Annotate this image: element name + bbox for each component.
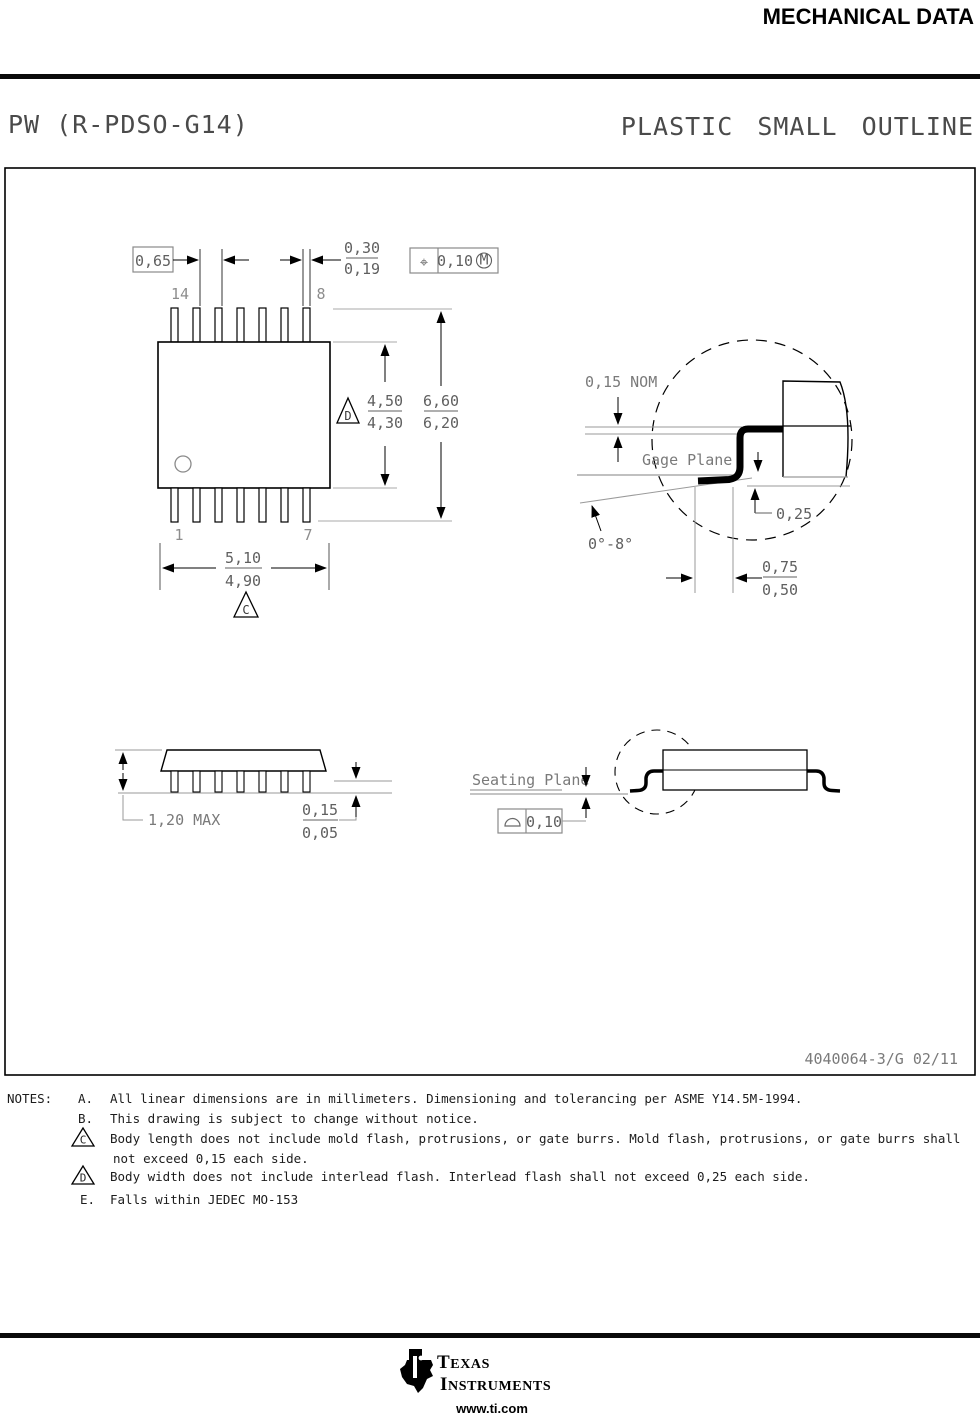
drawing-number: 4040064-3/G 02/11 [804, 1050, 958, 1068]
top-view [133, 239, 498, 617]
body-width-max: 5,10 [224, 549, 262, 567]
foot-length-max: 0,75 [761, 558, 799, 576]
notes-title: NOTES: [7, 1091, 53, 1106]
gage-plane-detail [577, 340, 852, 599]
note-flag-d [70, 1164, 96, 1186]
leader-line [123, 795, 143, 820]
note-e-text: Falls within JEDEC MO-153 [110, 1192, 299, 1207]
position-tolerance-frame [410, 248, 498, 273]
position-tolerance-value: 0,10 [436, 252, 474, 270]
pin [259, 488, 266, 522]
position-icon: ⌖ [419, 253, 429, 271]
top-pin-row [171, 308, 310, 342]
pitch-value: 0,65 [134, 252, 172, 270]
side-body [161, 750, 326, 771]
side-leads [171, 771, 310, 792]
lead [237, 771, 244, 792]
note-e-label: E. [80, 1192, 96, 1207]
height-max-label: 1,20 MAX [148, 811, 221, 829]
package-body [158, 342, 330, 488]
bottom-pin-row [171, 488, 310, 522]
pin [237, 308, 244, 342]
flag-letter: C [79, 1133, 87, 1147]
angle-leader-arrow [592, 506, 601, 531]
left-lead-profile [630, 771, 663, 791]
lead-width-max: 0,30 [343, 239, 381, 257]
right-lead-profile [807, 771, 840, 791]
flatness-icon [505, 819, 520, 826]
drawing-frame [5, 168, 975, 1075]
side-view [115, 750, 392, 842]
page-title: MECHANICAL DATA [762, 4, 974, 29]
ti-letter-mark [413, 1356, 417, 1378]
footer-rule [0, 1333, 980, 1338]
seating-plane-label: Seating Plane [472, 771, 590, 789]
flatness-tolerance-frame [498, 809, 562, 833]
ti-wordmark [437, 1352, 551, 1396]
lead-width-min: 0,19 [343, 260, 381, 278]
note-a-label: A. [78, 1091, 94, 1106]
pin [259, 308, 266, 342]
pin [303, 488, 310, 522]
pin [171, 488, 178, 522]
brand-texas: TEXAS [437, 1352, 491, 1373]
pin [237, 488, 244, 522]
body-length-max: 4,50 [366, 392, 404, 410]
lead [281, 771, 288, 792]
foot-angle-value: 0°-8° [588, 535, 634, 553]
pin [281, 488, 288, 522]
pin [281, 308, 288, 342]
gage-plane-label: Gage Plane [642, 451, 733, 469]
pin [171, 308, 178, 342]
body-edge [783, 381, 848, 477]
pin [215, 488, 222, 522]
note-flag-c [70, 1126, 96, 1148]
pin-label-1: 1 [174, 526, 184, 544]
note-c-text2: not exceed 0,15 each side. [113, 1151, 309, 1166]
pin-label-14: 14 [170, 285, 190, 303]
ti-dot-mark [419, 1356, 424, 1361]
pin [215, 308, 222, 342]
mmc-letter: M [479, 250, 489, 269]
note-flag-c-letter: C [242, 603, 250, 617]
note-b-label: B. [78, 1111, 94, 1126]
foot-length-min: 0,50 [761, 581, 799, 599]
flag-letter: D [79, 1171, 87, 1185]
pin [303, 308, 310, 342]
body-width-min: 4,90 [224, 572, 262, 590]
lead [259, 771, 266, 792]
flatness-tolerance-value: 0,10 [525, 813, 563, 831]
ti-url: www.ti.com [456, 1401, 528, 1416]
pin-label-7: 7 [303, 526, 313, 544]
lead [215, 771, 222, 792]
lead-thickness-label: 0,15 NOM [585, 373, 658, 391]
brand-instruments: INSTRUMENTS [440, 1373, 552, 1395]
lead [171, 771, 178, 792]
package-code: PW (R-PDSO-G14) [8, 110, 249, 139]
detail-circle [652, 340, 852, 540]
texas-state-icon [399, 1348, 435, 1394]
pin [193, 488, 200, 522]
lead [303, 771, 310, 792]
standoff-min: 0,05 [301, 824, 339, 842]
note-c-text: Body length does not include mold flash, protrusions, or gate burrs. Mold flash, protrusions, or gate burrs shall [110, 1131, 961, 1146]
lead [193, 771, 200, 792]
package-type: PLASTIC SMALL OUTLINE [620, 112, 974, 141]
note-d-text: Body width does not include interlead flash. Interlead flash shall not exceed 0,25 each side. [110, 1169, 810, 1184]
note-a-text: All linear dimensions are in millimeters. Dimensioning and tolerancing per ASME Y14.5M-1994. [110, 1091, 803, 1106]
body-length-min: 4,30 [366, 414, 404, 432]
pin-label-8: 8 [316, 285, 326, 303]
overall-width-min: 6,20 [422, 414, 460, 432]
gage-offset-value: 0,25 [776, 505, 813, 523]
note-flag-d-letter: D [344, 409, 352, 423]
pin [193, 308, 200, 342]
note-b-text: This drawing is subject to change without notice. [110, 1111, 479, 1126]
standoff-max: 0,15 [301, 801, 339, 819]
overall-width-max: 6,60 [422, 392, 460, 410]
leader-line [339, 817, 356, 820]
seating-plane-detail [470, 730, 840, 833]
